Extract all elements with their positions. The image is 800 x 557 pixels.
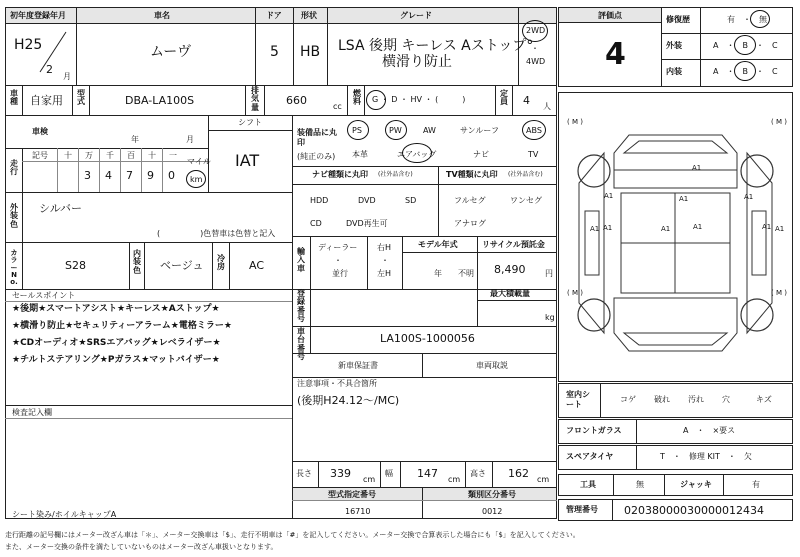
mileage-unit-header: 十	[148, 151, 156, 160]
divider	[465, 461, 466, 487]
divider	[327, 7, 328, 85]
paren-mark: ( M )	[771, 118, 787, 126]
divider	[347, 85, 348, 115]
divider	[636, 445, 637, 470]
divider	[367, 236, 368, 289]
seat-option: コゲ	[620, 395, 636, 404]
dent-mark: A1	[603, 224, 613, 232]
divider	[162, 148, 163, 192]
paren-mark: ( M )	[567, 118, 583, 126]
divider	[293, 7, 294, 85]
drive-2wd: 2WD	[526, 26, 546, 35]
shift-label: シフト	[238, 118, 262, 127]
model-label: 型式	[77, 89, 85, 107]
sales-point-line: ★CDオーディオ★SRSエアバッグ★レベライザー★	[12, 338, 221, 348]
reg-year: H25	[14, 37, 43, 53]
divider	[422, 487, 423, 519]
divider	[661, 59, 793, 60]
divider	[5, 192, 292, 193]
divider	[22, 242, 23, 289]
divider	[664, 474, 665, 496]
navi-label: ナビ種類に丸印	[312, 170, 368, 179]
navi-dvd-play: DVD再生可	[346, 219, 388, 228]
first-reg-label: 初年度登録年月	[10, 11, 66, 20]
sales-point-line: ★後期★スマートアシスト★キーレス★Aストップ★	[12, 304, 220, 314]
ac-value: AC	[249, 259, 265, 272]
repair-options: 有 ・ 無	[727, 15, 767, 24]
mileage-digit: 7	[126, 169, 133, 182]
inspector-label: 検査記入欄	[12, 408, 52, 417]
mileage-unit-header: 十	[64, 151, 72, 160]
body-shape: HB	[300, 44, 321, 60]
paren-mark: ( M )	[567, 289, 583, 297]
divider	[5, 85, 557, 86]
tv-sub: (社外品含む)	[508, 171, 543, 178]
divider	[318, 461, 319, 487]
type-label: 型式指定番号	[328, 490, 376, 499]
kg-unit: kg	[545, 313, 555, 322]
mileage-digit: 9	[147, 169, 154, 182]
length-unit: cm	[363, 475, 376, 484]
equipment-abs: ABS	[526, 126, 542, 135]
navi-cd: CD	[310, 219, 322, 228]
equipment-pw: PW	[389, 126, 402, 135]
navi-sd: SD	[405, 196, 417, 205]
ac-label: 冷房	[217, 254, 225, 272]
notes-label: 注意事項・不具合箇所	[297, 379, 377, 388]
import-right-h: 右H	[377, 243, 392, 252]
divider	[144, 242, 145, 289]
mileage-digit: 3	[84, 169, 91, 182]
divider	[661, 33, 793, 34]
mgmt-value: 02038000030000012434	[624, 504, 764, 517]
divider	[208, 115, 209, 192]
divider	[700, 7, 701, 87]
mileage-unit-header: 万	[85, 151, 93, 160]
max-load-label: 最大積載量	[490, 289, 530, 298]
seat-option: 破れ	[654, 395, 670, 404]
import-dot: ・	[334, 256, 342, 265]
usage-value: 自家用	[30, 94, 63, 107]
divider	[292, 353, 557, 354]
divider	[310, 236, 311, 289]
jack-label: ジャッキ	[680, 480, 712, 489]
divider	[400, 461, 401, 487]
divider	[5, 301, 292, 302]
width-value: 147	[417, 467, 438, 480]
equipment-sub: (純正のみ)	[297, 152, 336, 161]
navi-dvd: DVD	[358, 196, 376, 205]
mileage-symbol-label: 記号	[32, 151, 48, 160]
car-diagram	[559, 93, 792, 381]
divider	[558, 22, 661, 23]
tv-oneseg: ワンセグ	[510, 196, 542, 205]
equipment-label: 装備品に丸印	[297, 128, 337, 148]
divider	[438, 166, 439, 236]
dent-mark: A1	[693, 223, 703, 231]
score-value: 4	[605, 37, 626, 72]
interior-label: 内装	[666, 67, 682, 76]
spare-value: T ・ 修理 KIT ・ 欠	[660, 452, 752, 461]
inspector-note: シート染み/ホイルキャップA	[12, 510, 117, 519]
seat-option: 穴	[722, 395, 730, 404]
tv-analog: アナログ	[454, 219, 486, 228]
registration-label: 登録番号	[297, 289, 305, 324]
car-name-value: ムーヴ	[150, 44, 192, 60]
divider	[5, 418, 292, 419]
divider	[477, 300, 557, 301]
equipment-navi: ナビ	[473, 150, 489, 159]
inspection-label: 車検	[32, 127, 48, 136]
type-value: 16710	[345, 507, 371, 516]
divider	[5, 148, 208, 149]
displacement-label: 排気量	[251, 86, 259, 112]
inspection-year-unit: 年	[131, 135, 139, 144]
divider	[600, 383, 601, 418]
divider	[208, 130, 292, 131]
model-value: DBA-LA100S	[125, 94, 195, 107]
dent-mark: A1	[661, 225, 671, 233]
warranty-manual: 車両取説	[476, 361, 508, 370]
drive-dot: ・	[531, 44, 539, 53]
height-unit: cm	[537, 475, 550, 484]
grade-line2: 横滑り防止	[382, 54, 452, 70]
recycle-label: リサイクル預託金	[482, 240, 545, 249]
equipment-sunroof: サンルーフ	[460, 126, 499, 135]
score-label: 評価点	[598, 11, 622, 20]
color-no-label: カラーNo.	[10, 249, 18, 287]
door-count: 5	[270, 44, 279, 60]
tv-label: TV種類に丸印	[446, 170, 498, 179]
color-paren-note: ( )色替車は色替と記入	[157, 229, 276, 238]
divider	[78, 148, 79, 192]
import-label: 輸入車	[297, 247, 305, 273]
length-label: 長さ	[296, 469, 312, 478]
color-no-value: S28	[65, 259, 86, 272]
divider	[292, 377, 557, 378]
reg-month-unit: 月	[63, 72, 71, 81]
chassis-label: 車台番号	[297, 327, 305, 362]
drive-4wd: 4WD	[526, 57, 546, 66]
dent-mark: A1	[762, 223, 772, 231]
divider	[76, 7, 77, 85]
divider	[310, 326, 311, 353]
seat-label: 室内シート	[566, 390, 590, 410]
divider	[612, 499, 613, 521]
divider	[5, 115, 557, 116]
divider	[72, 85, 73, 115]
capacity-label: 定員	[500, 89, 508, 107]
mileage-digit: 0	[168, 169, 175, 182]
dent-mark: A1	[744, 193, 754, 201]
shape-label: 形状	[301, 11, 317, 20]
divider	[364, 85, 365, 115]
equipment-airbag: エアバッグ	[397, 150, 437, 159]
divider	[310, 289, 311, 326]
mileage-unit-header: 百	[127, 151, 135, 160]
dent-mark: A1	[692, 164, 702, 172]
divider	[292, 166, 557, 167]
width-label: 幅	[385, 469, 393, 478]
divider	[22, 161, 208, 162]
capacity-unit: 人	[543, 102, 551, 111]
dent-mark: A1	[590, 225, 600, 233]
grade-line1: LSA 後期 キーレス Aストップ°	[338, 38, 534, 54]
paren-mark: ( M )	[771, 289, 787, 297]
import-left-h: 左H	[377, 269, 392, 278]
divider	[292, 326, 557, 327]
width-unit: cm	[448, 475, 461, 484]
warranty-new-car: 新車保証書	[338, 361, 378, 370]
inspection-month-unit: 月	[186, 135, 194, 144]
divider	[22, 148, 23, 192]
color-label: 外装色	[10, 203, 18, 229]
sales-point-line: ★チルトステアリング★Pガラス★マットバイザー★	[12, 355, 220, 365]
jack-value: 有	[752, 480, 760, 489]
equipment-ps: PS	[352, 126, 362, 135]
divider	[402, 252, 557, 253]
divider	[22, 85, 23, 115]
divider	[57, 148, 58, 192]
tools-label: 工具	[580, 480, 596, 489]
divider	[492, 461, 493, 487]
repair-none-circle	[750, 10, 770, 28]
displacement-value: 660	[286, 94, 307, 107]
dent-mark: A1	[679, 195, 689, 203]
height-value: 162	[508, 467, 529, 480]
cc-unit: cc	[333, 102, 342, 111]
divider	[661, 7, 662, 87]
seat-option: キズ	[756, 395, 772, 404]
reg-month: 2	[46, 63, 53, 76]
divider	[292, 461, 557, 462]
length-value: 339	[330, 467, 351, 480]
seat-option: 汚れ	[688, 395, 704, 404]
interior-abc: A ・ B ・ C	[713, 67, 778, 76]
divider	[5, 23, 557, 24]
divider	[723, 474, 724, 496]
spare-label: スペアタイヤ	[566, 452, 614, 461]
equipment-tv: TV	[528, 150, 539, 159]
class-value: 0012	[482, 507, 503, 516]
navi-sub: (社外品含む)	[378, 171, 413, 178]
mileage-digit: 4	[105, 169, 112, 182]
mileage-label: 走行	[10, 159, 18, 177]
navi-hdd: HDD	[310, 196, 329, 205]
recycle-unit: 円	[545, 269, 553, 278]
divider	[477, 289, 478, 326]
door-label: ドア	[266, 11, 282, 20]
model-year-unit: 年	[434, 269, 442, 278]
import-dealer: ディーラー	[318, 243, 358, 252]
divider	[120, 148, 121, 192]
divider	[99, 148, 100, 192]
divider	[141, 148, 142, 192]
divider	[512, 85, 513, 115]
divider	[212, 242, 213, 289]
color-value: シルバー	[39, 202, 82, 215]
divider	[495, 85, 496, 115]
car-name-label: 車名	[154, 11, 170, 20]
equipment-leather: 本革	[352, 150, 368, 159]
model-year-label: モデル年式	[418, 240, 458, 249]
mileage-unit-header: 千	[106, 151, 114, 160]
divider	[5, 405, 292, 406]
divider	[613, 474, 614, 496]
divider	[129, 242, 130, 289]
equipment-aw: AW	[423, 126, 436, 135]
model-year-unknown: 不明	[458, 269, 474, 278]
divider	[380, 461, 381, 487]
shift-value: IAT	[235, 151, 260, 170]
interior-color-label: 内装色	[133, 249, 141, 275]
notes-value: (後期H24.12～/MC)	[297, 394, 400, 407]
divider	[245, 85, 246, 115]
recycle-value: 8,490	[494, 263, 526, 276]
divider	[402, 236, 403, 289]
divider	[5, 242, 292, 243]
exterior-b-circle	[734, 35, 756, 55]
class-label: 類別区分番号	[468, 490, 516, 499]
tv-fullseg: フルセグ	[454, 196, 486, 205]
mile-label: マイル	[187, 157, 211, 166]
divider	[292, 236, 557, 237]
divider	[255, 7, 256, 85]
divider	[477, 236, 478, 289]
windshield-value: A ・ ×要ス	[683, 426, 736, 435]
import-parallel: 並行	[332, 269, 348, 278]
usage-label: 車種	[10, 89, 18, 107]
km-label: km	[190, 175, 203, 184]
divider	[292, 115, 293, 289]
sales-point-line: ★横滑り防止★セキュリティーアラーム★電格ミラー★	[12, 321, 232, 331]
dent-mark: A1	[775, 225, 785, 233]
mgmt-label: 管理番号	[566, 505, 598, 514]
sales-points-label: セールスポイント	[12, 291, 76, 300]
divider	[89, 85, 90, 115]
repair-label: 修復歴	[666, 15, 690, 24]
mileage-unit-header: 一	[169, 151, 177, 160]
divider	[229, 242, 230, 289]
fuel-label: 燃料	[353, 89, 361, 107]
windshield-label: フロントガラス	[566, 426, 622, 435]
reg-slash	[36, 30, 70, 75]
divider	[264, 85, 265, 115]
interior-b-circle	[734, 61, 756, 81]
divider	[292, 184, 557, 185]
footer-line1: 走行距離の記号欄にはメーター改ざん車は「＊」、メーター交換車は「$」、走行不明車は「#」を記入してください。メーター交換で合算表示した場合にも「$」を記入してください。	[5, 531, 580, 539]
fuel-options: G ・ D ・ HV ・ ( )	[372, 95, 466, 104]
height-label: 高さ	[470, 469, 486, 478]
divider	[5, 289, 557, 290]
main-form-frame	[5, 7, 557, 519]
footer-line2: また、メーター交換の条件を満たしていないものはメーター改ざん車扱いとなります。	[5, 543, 278, 551]
grade-label: グレード	[400, 11, 432, 20]
exterior-label: 外装	[666, 41, 682, 50]
chassis-value: LA100S-1000056	[380, 332, 475, 345]
import-dot-2: ・	[381, 256, 389, 265]
tools-value: 無	[636, 480, 644, 489]
divider	[422, 353, 423, 377]
divider	[292, 289, 293, 519]
capacity-value: 4	[523, 94, 530, 107]
divider	[22, 192, 23, 242]
interior-color-value: ベージュ	[160, 259, 204, 272]
exterior-abc: A ・ B ・ C	[713, 41, 778, 50]
divider	[636, 419, 637, 444]
divider	[292, 500, 557, 501]
dent-mark: A1	[604, 192, 614, 200]
